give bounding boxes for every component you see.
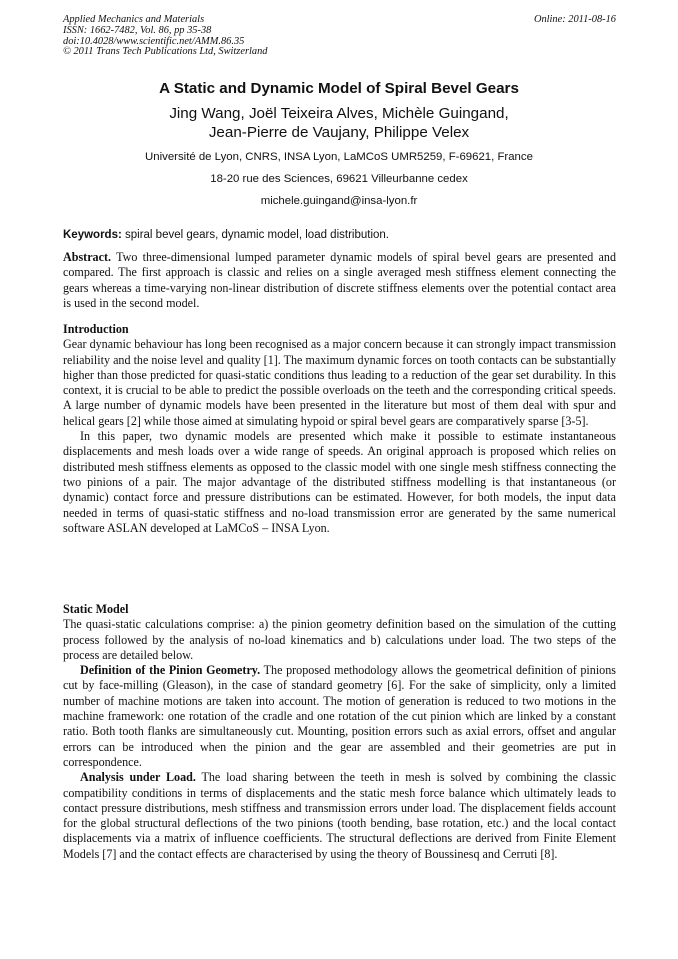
introduction-paragraph-1: Gear dynamic behaviour has long been recognised as a major concern because it can strongly impact transmission reliability and the noise level and quality [1]. The maximum dynamic forces on tooth contacts can be substantially higher than those predicted for quasi-static conditions thus leading to a reduction of the gear set durability. In this context, it is crucial to be able to predict the possible overloads on the teeth and the corresponding critical speeds. A large number of dynamic models have been presented in the literature but most of them deal with spur and helical gears [2] while those aimed at simulating hypoid or spiral bevel gears are comparatively sparse [3-5].	[63, 337, 616, 428]
author-list	[0, 104, 678, 142]
affiliation-line-2: 18-20 rue des Sciences, 69621 Villeurbanne cedex	[210, 173, 468, 185]
static-model-paragraph-3	[63, 770, 616, 862]
abstract	[63, 250, 616, 311]
journal-name: Applied Mechanics and Materials	[63, 14, 205, 25]
pinion-geometry-text: The proposed methodology allows the geometrical definition of pinions cut by face-milling (Gleason), in the case of standard geometry [6]. For the sake of simplicity, only a limited number of machine motions are taken into account. The motion of generation is reduced to two motions in the machine framework: one rotation of the cradle and one rotation of the cut pinion which are linked by a constant ratio. Both tooth flanks are simultaneously cut. Mounting, position errors such as axial errors, offset and angular errors can be introduced when the pinion and the gear are assembled and their geometries are put in correspondence.	[63, 663, 616, 769]
authors-line-1: Jing Wang, Joël Teixeira Alves, Michèle Guingand,	[169, 105, 509, 122]
keywords-text: spiral bevel gears, dynamic model, load distribution.	[125, 229, 389, 241]
copyright-line: © 2011 Trans Tech Publications Ltd, Switzerland	[63, 46, 268, 58]
analysis-under-load-text: The load sharing between the teeth in mesh is solved by combining the classic compatibility conditions in terms of displacements and the static mesh force balance which ultimately leads to contact pressure distributions, mesh stiffness and transmission errors under load. The displacement fields account for the global structural deflections of the two pinions (tooth bending, base rotation, etc.) and the local contact displacements via a matrix of influence coefficients. The structural deflections are derived from Finite Element Models [7] and the contact effects are characterised by using the theory of Boussinesq and Cerruti [8].	[63, 770, 616, 861]
journal-header	[63, 15, 616, 58]
introduction-paragraph-2: In this paper, two dynamic models are presented which make it possible to estimate instantaneous displacements and mesh loads over a wide range of speeds. An original approach is proposed which relies on distributed mesh stiffness elements as opposed to the classic model with one single mesh stiffness connecting the two pinions of a pair. The major advantage of the distributed stiffness modelling is that instantaneous (or dynamic) contact force and pressure distributions can be estimated. However, for both models, the input data needed in terms of quasi-static stiffness and no-load transmission error are generated by the same numerical software ASLAN developed at LaMCoS – INSA Lyon.	[63, 429, 616, 535]
paper-title: A Static and Dynamic Model of Spiral Bevel Gears	[159, 80, 519, 97]
keywords-label: Keywords:	[63, 229, 122, 241]
introduction-section	[63, 322, 616, 536]
authors-line-2: Jean-Pierre de Vaujany, Philippe Velex	[208, 124, 470, 141]
affiliation-line-1: Université de Lyon, CNRS, INSA Lyon, LaMCoS UMR5259, F-69621, France	[145, 151, 533, 163]
doi-line: doi:10.4028/www.scientific.net/AMM.86.35	[63, 35, 245, 47]
static-model-paragraph-1: The quasi-static calculations comprise: a) the pinion geometry definition based on the simulation of the cutting process followed by the analysis of no-load kinematics and b) calculations under load. The two steps of the process are detailed below.	[63, 617, 616, 662]
keywords	[63, 229, 616, 241]
introduction-heading: Introduction	[63, 322, 129, 336]
online-date: Online: 2011-08-16	[533, 14, 616, 25]
pinion-geometry-label: Definition of the Pinion Geometry.	[80, 663, 261, 678]
analysis-under-load-label: Analysis under Load.	[80, 770, 196, 785]
static-model-heading: Static Model	[63, 602, 129, 616]
abstract-label: Abstract.	[63, 250, 112, 264]
author-email: michele.guingand@insa-lyon.fr	[260, 195, 418, 207]
static-model-section	[63, 602, 616, 862]
issn-line: ISSN: 1662-7482, Vol. 86, pp 35-38	[63, 24, 212, 36]
static-model-paragraph-2	[63, 663, 616, 770]
abstract-text: Two three-dimensional lumped parameter dynamic models of spiral bevel gears are presented and compared. The first approach is classic and relies on a single averaged mesh stiffness element connecting the gears whereas a time-varying non-linear distribution of discrete stiffness elements over the potential contact area is used in the second model.	[63, 250, 616, 310]
